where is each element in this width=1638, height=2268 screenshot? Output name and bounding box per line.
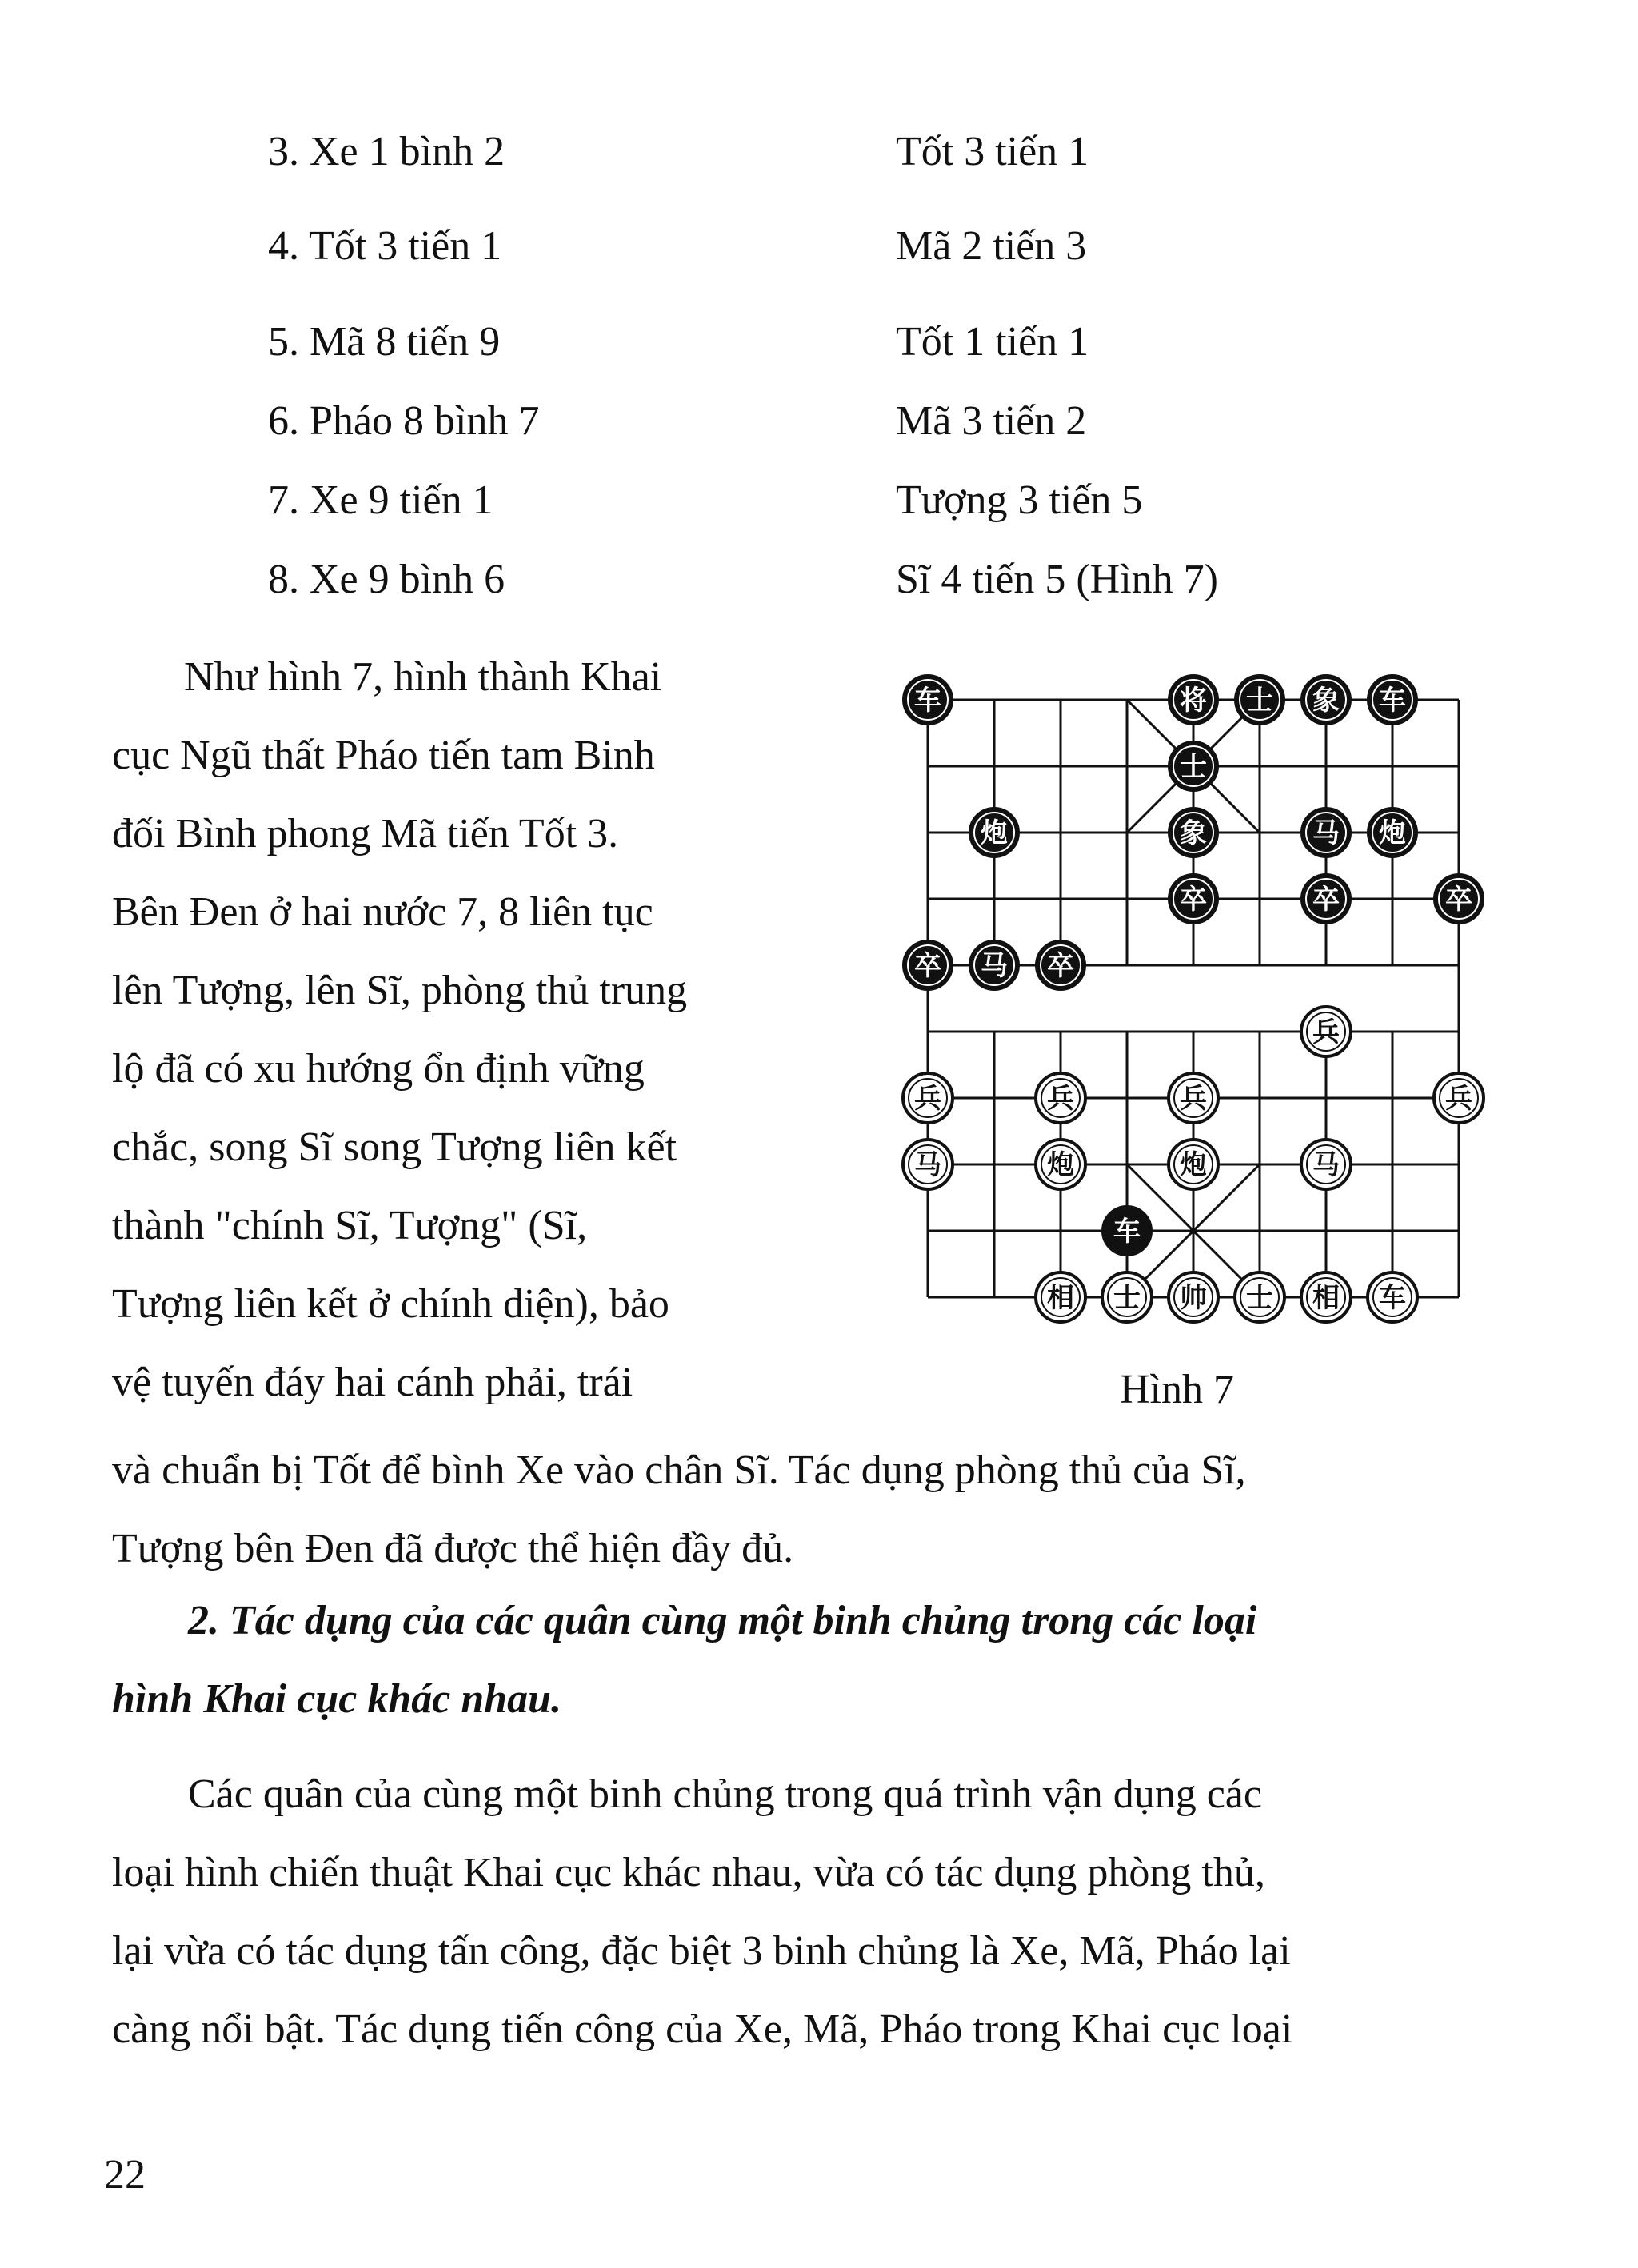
move-black: Tượng 3 tiến 5: [896, 477, 1143, 523]
text-line: lại vừa có tác dụng tấn công, đặc biệt 3 binh chủng là Xe, Mã, Pháo lại: [112, 1928, 1291, 1974]
svg-text:炮: 炮: [981, 817, 1008, 849]
svg-text:卒: 卒: [1047, 950, 1074, 982]
xiangqi-board-figure: [896, 664, 1496, 1328]
svg-text:帅: 帅: [1180, 1282, 1207, 1314]
red-piece: [903, 1140, 953, 1189]
black-piece: [1169, 741, 1218, 791]
black-piece: [969, 940, 1019, 990]
text-line: Tượng liên kết ở chính diện), bảo: [112, 1281, 669, 1327]
svg-text:象: 象: [1180, 817, 1207, 849]
text-line: Các quân của cùng một binh chủng trong quá trình vận dụng các: [188, 1771, 1262, 1817]
black-piece: [1169, 808, 1218, 857]
black-piece: [1235, 675, 1284, 725]
move-red: 8. Xe 9 bình 6: [268, 557, 505, 602]
svg-text:兵: 兵: [914, 1083, 941, 1115]
svg-text:卒: 卒: [914, 950, 941, 982]
svg-text:相: 相: [1047, 1282, 1074, 1314]
black-piece: [1301, 808, 1351, 857]
side-paragraph: [112, 638, 687, 1422]
move-black: Mã 3 tiến 2: [896, 398, 1087, 444]
red-piece: [1368, 1272, 1417, 1322]
section-heading: [112, 1582, 1256, 1739]
svg-text:炮: 炮: [1180, 1149, 1207, 1181]
move-black: Mã 2 tiến 3: [896, 223, 1087, 269]
red-piece: [1301, 1272, 1351, 1322]
text-line: đối Bình phong Mã tiến Tốt 3.: [112, 811, 619, 856]
black-piece: [1036, 940, 1085, 990]
paragraph: [112, 1431, 1246, 1588]
svg-text:卒: 卒: [1312, 884, 1340, 916]
text-line: cục Ngũ thất Pháo tiến tam Binh: [112, 733, 655, 778]
svg-text:马: 马: [1312, 1149, 1340, 1181]
text-line: thành "chính Sĩ, Tượng" (Sĩ,: [112, 1203, 588, 1248]
move-red: 3. Xe 1 bình 2: [268, 129, 505, 174]
text-line: vệ tuyến đáy hai cánh phải, trái: [112, 1360, 633, 1405]
svg-text:马: 马: [1312, 817, 1340, 849]
black-piece: [969, 808, 1019, 857]
heading-line: 2. Tác dụng của các quân cùng một binh chủng trong các loại: [188, 1598, 1257, 1643]
svg-text:车: 车: [914, 685, 941, 717]
svg-text:士: 士: [1246, 1282, 1273, 1314]
svg-text:车: 车: [1379, 685, 1406, 717]
svg-text:车: 车: [1113, 1216, 1141, 1248]
move-black: Tốt 3 tiến 1: [896, 129, 1089, 174]
text-line: lên Tượng, lên Sĩ, phòng thủ trung: [112, 968, 688, 1013]
red-piece: [903, 1073, 953, 1123]
black-piece: [903, 675, 953, 725]
red-piece: [1036, 1140, 1085, 1189]
red-piece: [1434, 1073, 1484, 1123]
svg-text:士: 士: [1180, 751, 1207, 783]
black-piece: [1169, 874, 1218, 924]
svg-text:兵: 兵: [1047, 1083, 1074, 1115]
red-piece: [1169, 1073, 1218, 1123]
text-line: lộ đã có xu hướng ổn định vững: [112, 1046, 645, 1092]
red-piece: [1102, 1272, 1152, 1322]
black-piece: [1169, 675, 1218, 725]
text-line: Như hình 7, hình thành Khai: [184, 654, 662, 700]
svg-text:将: 将: [1180, 685, 1207, 717]
black-piece: [1368, 808, 1417, 857]
paragraph: [112, 1755, 1292, 2069]
red-piece: [1036, 1272, 1085, 1322]
text-line: loại hình chiến thuật Khai cục khác nhau, vừa có tác dụng phòng thủ,: [112, 1850, 1265, 1895]
red-piece: [1169, 1272, 1218, 1322]
move-red: 6. Pháo 8 bình 7: [268, 398, 540, 444]
svg-text:炮: 炮: [1047, 1149, 1074, 1181]
black-piece: [1301, 675, 1351, 725]
svg-text:相: 相: [1312, 1282, 1340, 1314]
move-black: Sĩ 4 tiến 5 (Hình 7): [896, 557, 1218, 602]
figure-caption: Hình 7: [1120, 1367, 1234, 1412]
svg-text:兵: 兵: [1445, 1083, 1472, 1115]
svg-text:士: 士: [1246, 685, 1273, 717]
black-piece: [903, 940, 953, 990]
text-line: Tượng bên Đen đã được thể hiện đầy đủ.: [112, 1526, 794, 1571]
text-line: chắc, song Sĩ song Tượng liên kết: [112, 1124, 677, 1170]
svg-text:车: 车: [1379, 1282, 1406, 1314]
red-piece: [1235, 1272, 1284, 1322]
svg-text:马: 马: [981, 950, 1008, 982]
svg-text:兵: 兵: [1312, 1016, 1340, 1048]
red-piece: [1301, 1140, 1351, 1189]
page-number: 22: [104, 2152, 146, 2198]
svg-text:兵: 兵: [1180, 1083, 1207, 1115]
red-piece: [1102, 1206, 1152, 1256]
black-piece: [1301, 874, 1351, 924]
move-red: 7. Xe 9 tiến 1: [268, 477, 493, 523]
heading-line: hình Khai cục khác nhau.: [112, 1676, 562, 1722]
red-piece: [1036, 1073, 1085, 1123]
black-piece: [1434, 874, 1484, 924]
move-red: 4. Tốt 3 tiến 1: [268, 223, 502, 269]
red-piece: [1301, 1007, 1351, 1056]
svg-text:炮: 炮: [1379, 817, 1406, 849]
svg-text:象: 象: [1312, 685, 1340, 717]
black-piece: [1368, 675, 1417, 725]
move-red: 5. Mã 8 tiến 9: [268, 319, 501, 365]
svg-text:卒: 卒: [1180, 884, 1207, 916]
text-line: càng nổi bật. Tác dụng tiến công của Xe, Mã, Pháo trong Khai cục loại: [112, 2006, 1293, 2052]
text-line: và chuẩn bị Tốt để bình Xe vào chân Sĩ. Tác dụng phòng thủ của Sĩ,: [112, 1447, 1246, 1493]
text-line: Bên Đen ở hai nước 7, 8 liên tục: [112, 889, 653, 935]
svg-text:马: 马: [914, 1149, 941, 1181]
svg-text:卒: 卒: [1445, 884, 1472, 916]
move-black: Tốt 1 tiến 1: [896, 319, 1089, 365]
red-piece: [1169, 1140, 1218, 1189]
svg-text:士: 士: [1113, 1282, 1141, 1314]
